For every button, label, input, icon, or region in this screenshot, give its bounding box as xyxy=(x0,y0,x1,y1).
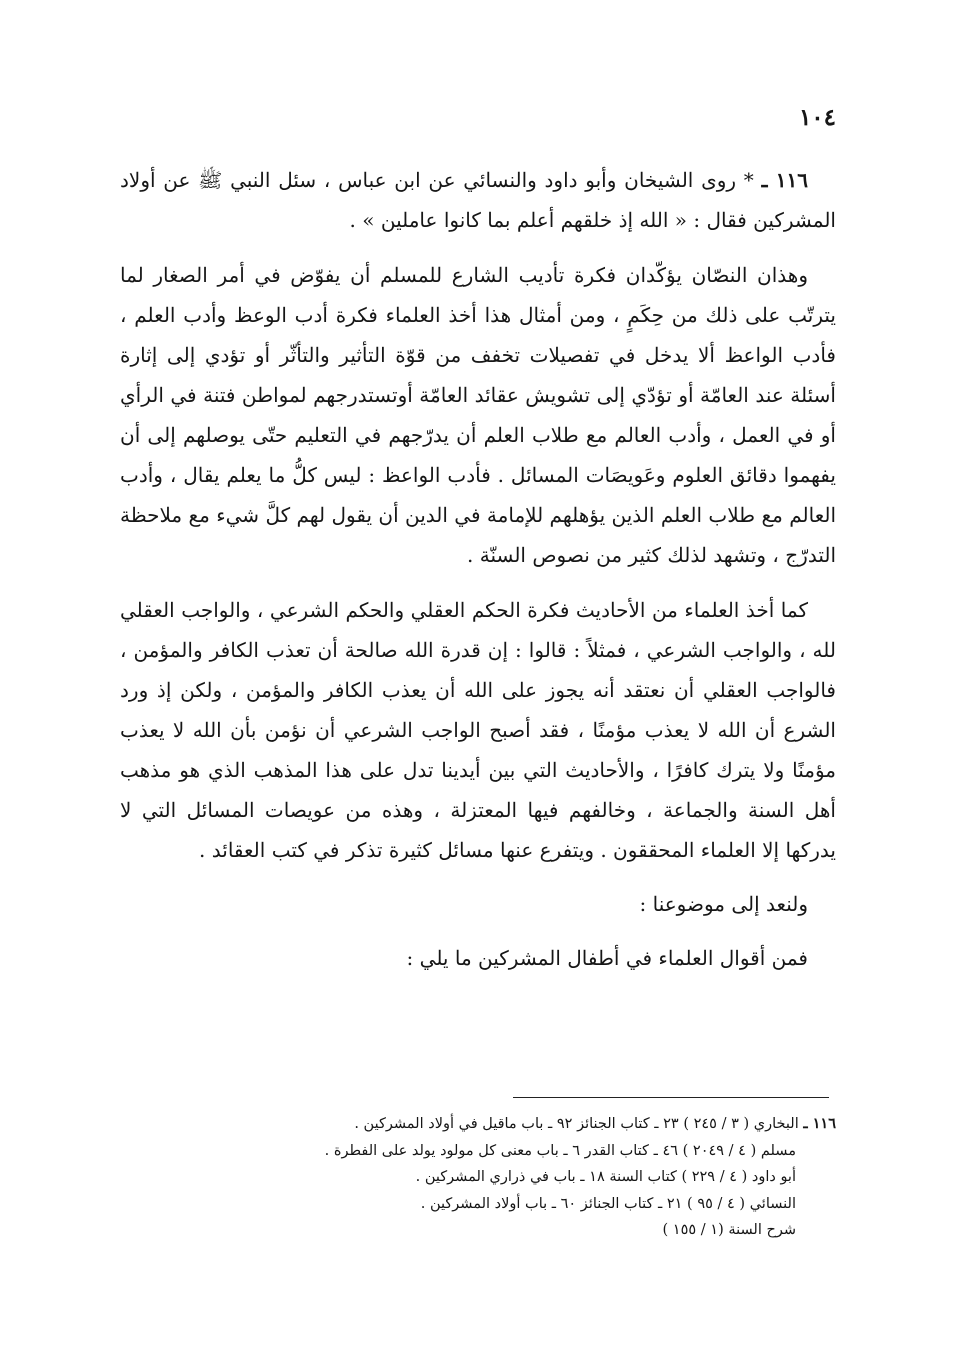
commentary-paragraph-2: كما أخذ العلماء من الأحاديث فكرة الحكم العقلي والحكم الشرعي ، والواجب العقلي لله ، والواجب الشرعي ، فمثلاً : قالوا : إن قدرة الله صالحة أن تعذب الكافر والمؤمن ، فالواجب العقلي أن نعتقد أنه يجوز على الله أن يعذب الكافر والمؤمن ، ولكن إذ ورد الشرع أن الله لا يعذب مؤمنًا ، فقد أصبح الواجب الشرعي أن نؤمن بأن الله لا يعذب مؤمنًا ولا يترك كافرًا ، والأحاديث التي بين أيدينا تدل على هذا المذهب الذي هو مذهب أهل السنة والجماعة ، وخالفهم فيها المعتزلة ، وهذه من عويصات المسائل التي لا يدركها إلا العلماء المحققون . ويتفرع عنها مسائل كثيرة تذكر في كتب العقائد . xyxy=(120,598,836,862)
footnote-line: مسلم ( ٤ / ٢٠٤٩ ) ٤٦ ـ كتاب القدر ٦ ـ باب معنى كل مولود يولد على الفطرة . xyxy=(324,1142,796,1159)
footnote-divider xyxy=(513,1097,829,1098)
commentary-paragraph-1: وهذان النصّان يؤكّدان فكرة تأديب الشارع للمسلم أن يفوّض في أمر الصغار لما يترتّب على ذلك من حِكَمٍ ، ومن أمثال هذا أخذ العلماء فكرة أدب الوعظ وأدب العلم ، فأدب الواعظ ألا يدخل في تفصيلات تخفف من قوّة التأثير والتأثّر أو تؤدي إلى إثارة أسئلة عند العامّة أو تؤدّي إلى تشويش عقائد العامّة أوتستدرجهم لمواطن فتنة في الرأي أو في العمل ، وأدب العالم مع طلاب العلم أن يدرّجهم في التعليم حتّى يوصلهم إلى أن يفهموا دقائق العلوم وعَويصَات المسائل . فأدب الواعظ : ليس كلُّ ما يعلم يقال ، وأدب العالم مع طلاب العلم الذين يؤهلهم للإمامة في الدين أن يقول لهم كلَّ شيء مع ملاحظة التدرّج ، وتشهد لذلك كثير من نصوص السنّة . xyxy=(120,263,836,567)
hadith-text: * روى الشيخان وأبو داود والنسائي عن ابن عباس ، سئل النبي ﷺ عن أولاد المشركين فقال : « الله إذ خلقهم أعلم بما كانوا عاملين » . xyxy=(120,168,836,232)
transition-line: ولنعد إلى موضوعنا : xyxy=(639,892,808,916)
footnote-line: أبو داود ( ٤ / ٢٢٩ ) كتاب السنة ١٨ ـ باب في ذراري المشركين . xyxy=(415,1169,796,1185)
footnote-number: ١١٦ ـ xyxy=(803,1115,836,1132)
footnote-line: النسائي ( ٤ / ٩٥ ) ٢١ ـ كتاب الجنائز ٦٠ ـ باب أولاد المشركين . xyxy=(420,1195,796,1212)
page-number: ١٠٤ xyxy=(798,104,836,131)
footnote-source: البخاري ( ٣ / ٢٤٥ ) ٢٣ ـ كتاب الجنائز ٩٢ ـ باب ماقيل في أولاد المشركين . xyxy=(354,1116,799,1132)
footnote-line xyxy=(216,1111,836,1138)
hadith-paragraph xyxy=(120,160,836,240)
main-text xyxy=(120,160,836,978)
footnote-line: شرح السنة (١ / ١٥٥ ) xyxy=(662,1222,796,1238)
footnotes xyxy=(216,1111,836,1244)
hadith-number: ١١٦ ـ xyxy=(761,168,809,192)
section-intro-line: فمن أقوال العلماء في أطفال المشركين ما يلي : xyxy=(406,946,808,970)
